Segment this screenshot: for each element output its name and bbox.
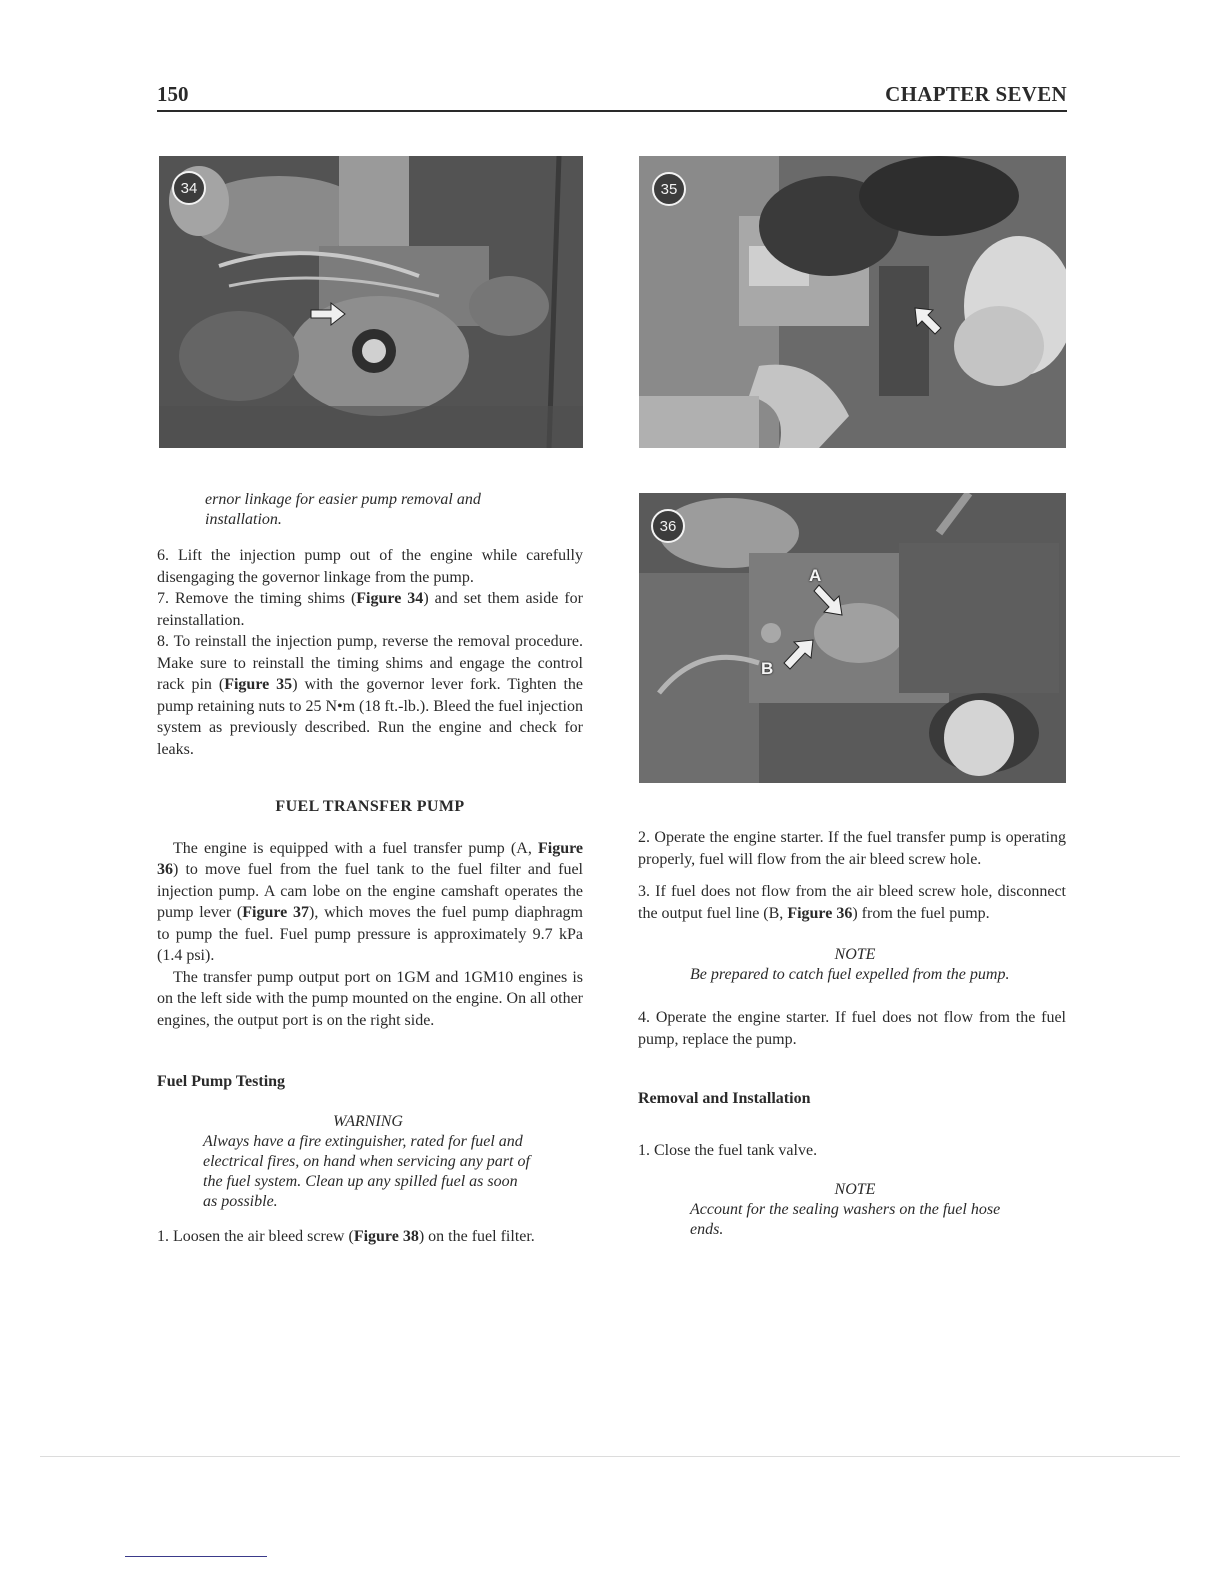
left-column xyxy=(157,490,583,1247)
figure-36-label-b: B xyxy=(761,659,774,678)
figure-36-number-badge: 36 xyxy=(651,509,685,543)
figure-reference: Figure 36 xyxy=(787,904,853,922)
note-block-1 xyxy=(638,945,1020,985)
figure-reference: Figure 34 xyxy=(356,590,424,607)
text-run: ) from the fuel pump. xyxy=(852,904,990,922)
figure-reference: Figure 35 xyxy=(224,676,293,693)
text-run: ) and set them aside for reinstallation. xyxy=(157,590,583,629)
paragraph-output-port: The transfer pump output port on 1GM and 1GM10 engines is on the left side with the pump mounted on the engine. On all other engines, the output port is on the right side. xyxy=(157,968,583,1029)
note-continuation-line: installation. xyxy=(205,511,282,528)
figure-34-number-badge: 34 xyxy=(172,171,206,205)
note-continuation xyxy=(157,490,535,530)
scan-rule xyxy=(40,1456,1180,1457)
page-number: 150 xyxy=(157,82,189,106)
figure-reference: Figure 36 xyxy=(157,839,583,878)
figure-35-number-badge: 35 xyxy=(652,172,686,206)
figure-36-photo xyxy=(639,493,1066,783)
right-column xyxy=(638,827,1066,1240)
note-heading: NOTE xyxy=(834,1181,876,1198)
text-run: 1. Loosen the air bleed screw ( xyxy=(157,1227,354,1245)
section-title: FUEL TRANSFER PUMP xyxy=(275,798,465,815)
note-text: Be prepared to catch fuel expelled from the pump. xyxy=(690,966,1010,983)
note-text: Account for the sealing washers on the fuel hose ends. xyxy=(690,1201,1001,1238)
subsection-title: Fuel Pump Testing xyxy=(157,1073,286,1090)
note-continuation-line: ernor linkage for easier pump removal and xyxy=(205,491,481,508)
note-block-2 xyxy=(638,1180,1020,1240)
step-3 xyxy=(638,881,1066,924)
step-6: 6. Lift the injection pump out of the engine while carefully disengaging the governor linkage from the pump. xyxy=(157,547,583,586)
text-run: 7. Remove the timing shims ( xyxy=(157,590,357,607)
warning-heading: WARNING xyxy=(333,1112,403,1130)
figure-reference: Figure 37 xyxy=(242,904,310,921)
text-run: ) to move fuel from the fuel tank to the fuel filter and fuel injection pump. A cam lobe on the engine camshaft operates the pump lever ( xyxy=(157,861,583,921)
engine-photo-34 xyxy=(159,156,583,448)
step-4: 4. Operate the engine starter. If fuel does not flow from the fuel pump, replace the pump. xyxy=(638,1009,1066,1048)
figure-reference: Figure 38 xyxy=(353,1227,419,1245)
text-run: ) with the governor lever fork. Tighten the pump retaining nuts to 25 N•m (18 ft.-lb.). Bleed the fuel injection system as previously described. Run the engine and check for leaks. xyxy=(157,676,583,758)
page-header xyxy=(157,82,1067,112)
subsection-title: Removal and Installation xyxy=(638,1090,811,1107)
figure-34-photo xyxy=(159,156,583,448)
figure-35-photo xyxy=(639,156,1066,448)
warning-block xyxy=(157,1112,533,1212)
step-2: 2. Operate the engine starter. If the fuel transfer pump is operating properly, fuel will flow from the air bleed screw hole. xyxy=(638,829,1066,868)
text-run: 3. If fuel does not flow from the air bleed screw hole, disconnect the output fuel line (B, xyxy=(638,883,1066,922)
warning-text: Always have a fire extinguisher, rated for fuel and electrical fires, on hand when servicing any part of the fuel system. Clean up any spilled fuel as soon as possible. xyxy=(203,1132,530,1210)
step-1-loosen xyxy=(157,1226,583,1248)
engine-photo-35 xyxy=(639,156,1066,448)
note-heading: NOTE xyxy=(834,946,876,963)
removal-step-1: 1. Close the fuel tank valve. xyxy=(638,1141,818,1159)
text-run: The engine is equipped with a fuel transfer pump (A, xyxy=(173,839,538,857)
step-7 xyxy=(157,588,583,631)
footer-rule xyxy=(125,1556,267,1557)
text-run: 8. To reinstall the injection pump, reverse the removal procedure. Make sure to reinstall the timing shims and engage the control rack pin ( xyxy=(157,633,583,693)
chapter-title: CHAPTER SEVEN xyxy=(885,82,1067,106)
paragraph-transfer-pump xyxy=(157,838,583,967)
figure-36-label-a: A xyxy=(809,566,822,585)
engine-photo-36 xyxy=(639,493,1066,783)
text-run: ), which moves the fuel pump diaphragm to pump the fuel. Fuel pump pressure is approximately 9.7 kPa (1.4 psi). xyxy=(157,904,584,964)
text-run: ) on the fuel filter. xyxy=(418,1227,535,1245)
step-8 xyxy=(157,631,583,760)
